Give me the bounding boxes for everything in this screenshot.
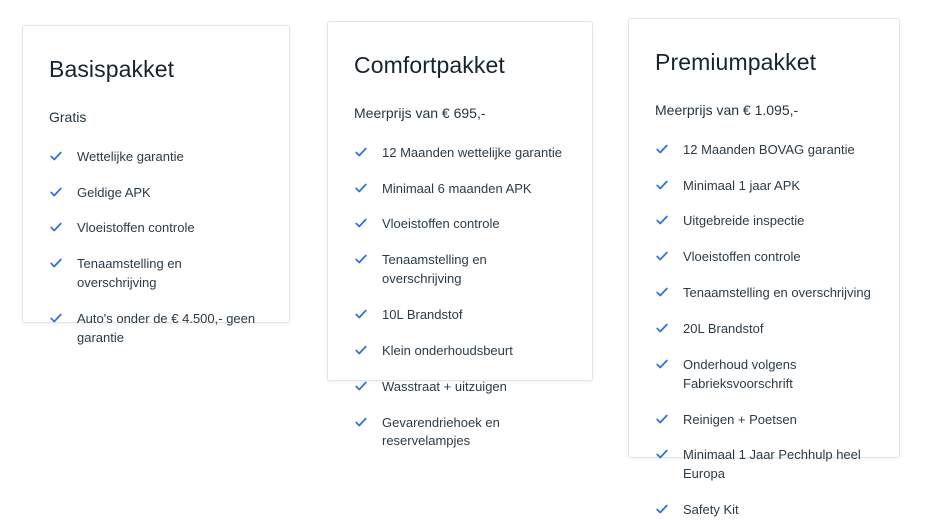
feature-label: Geldige APK — [77, 184, 151, 200]
feature-label: Onderhoud volgens Fabrieksvoorschrift — [683, 356, 797, 391]
feature-list — [49, 148, 263, 348]
check-icon — [49, 149, 63, 163]
check-icon — [655, 285, 669, 299]
feature-label: Vloeistoffen controle — [77, 220, 195, 236]
list-item — [655, 356, 873, 394]
check-icon — [655, 178, 669, 192]
package-title: Comfortpakket — [354, 52, 505, 78]
check-icon — [655, 412, 669, 426]
package-price: Gratis — [49, 108, 87, 125]
list-item — [354, 180, 566, 199]
check-icon — [354, 145, 368, 159]
list-item — [354, 215, 566, 234]
feature-label: Reinigen + Poetsen — [683, 411, 797, 427]
feature-label: 20L Brandstof — [683, 321, 764, 336]
feature-label: Tenaamstelling en overschrijving — [77, 256, 182, 291]
list-item — [655, 501, 873, 520]
list-item — [49, 184, 263, 203]
package-card-premium — [628, 18, 900, 518]
check-icon — [655, 249, 669, 263]
feature-list — [655, 141, 873, 520]
list-item — [655, 446, 873, 484]
feature-label: Tenaamstelling en overschrijving — [683, 285, 871, 301]
package-price: Meerprijs van € 695,- — [354, 104, 486, 121]
package-card-basis — [22, 25, 290, 345]
check-icon — [354, 252, 368, 266]
check-icon — [655, 321, 669, 335]
list-item — [49, 219, 263, 238]
list-item — [354, 144, 566, 163]
feature-label: Klein onderhoudsbeurt — [382, 342, 513, 358]
package-title: Premiumpakket — [655, 49, 817, 75]
check-icon — [354, 307, 368, 321]
list-item — [354, 251, 566, 289]
feature-label: Vloeistoffen controle — [683, 249, 801, 265]
feature-label: Minimaal 6 maanden APK — [382, 180, 532, 196]
check-icon — [49, 220, 63, 234]
check-icon — [49, 185, 63, 199]
feature-label: Minimaal 1 jaar APK — [683, 177, 801, 193]
check-icon — [655, 502, 669, 516]
check-icon — [354, 415, 368, 429]
feature-label: Gevarendriehoek en reservelampjes — [382, 414, 500, 449]
check-icon — [354, 379, 368, 393]
feature-list — [354, 144, 566, 451]
list-item — [655, 411, 873, 430]
list-item — [655, 141, 873, 160]
list-item — [354, 342, 566, 361]
list-item — [49, 310, 263, 348]
feature-label: Tenaamstelling en overschrijving — [382, 252, 487, 287]
list-item — [655, 284, 873, 303]
feature-label: Minimaal 1 Jaar Pechhulp heel Europa — [683, 447, 861, 482]
feature-label: Wettelijke garantie — [77, 148, 184, 164]
feature-label: Auto's onder de € 4.500,- geen garantie — [77, 311, 256, 345]
check-icon — [655, 213, 669, 227]
list-item — [354, 414, 566, 452]
package-title: Basispakket — [49, 56, 175, 82]
feature-label: 10L Brandstof — [382, 307, 463, 322]
list-item — [49, 148, 263, 167]
check-icon — [655, 447, 669, 461]
check-icon — [354, 216, 368, 230]
check-icon — [354, 343, 368, 357]
check-icon — [49, 311, 63, 325]
check-icon — [49, 256, 63, 270]
list-item — [655, 248, 873, 267]
feature-label: Safety Kit — [683, 502, 739, 518]
list-item — [354, 306, 566, 325]
list-item — [655, 177, 873, 196]
feature-label: Vloeistoffen controle — [382, 216, 500, 232]
package-price: Meerprijs van € 1.095,- — [655, 101, 799, 118]
feature-label: 12 Maanden wettelijke garantie — [382, 144, 562, 160]
check-icon — [655, 357, 669, 371]
package-card-comfort — [327, 21, 593, 449]
list-item — [655, 320, 873, 339]
list-item — [354, 378, 566, 397]
list-item — [49, 255, 263, 293]
feature-label: 12 Maanden BOVAG garantie — [683, 141, 855, 157]
list-item — [655, 212, 873, 231]
feature-label: Uitgebreide inspectie — [683, 213, 805, 229]
check-icon — [655, 142, 669, 156]
check-icon — [354, 181, 368, 195]
feature-label: Wasstraat + uitzuigen — [382, 378, 507, 394]
